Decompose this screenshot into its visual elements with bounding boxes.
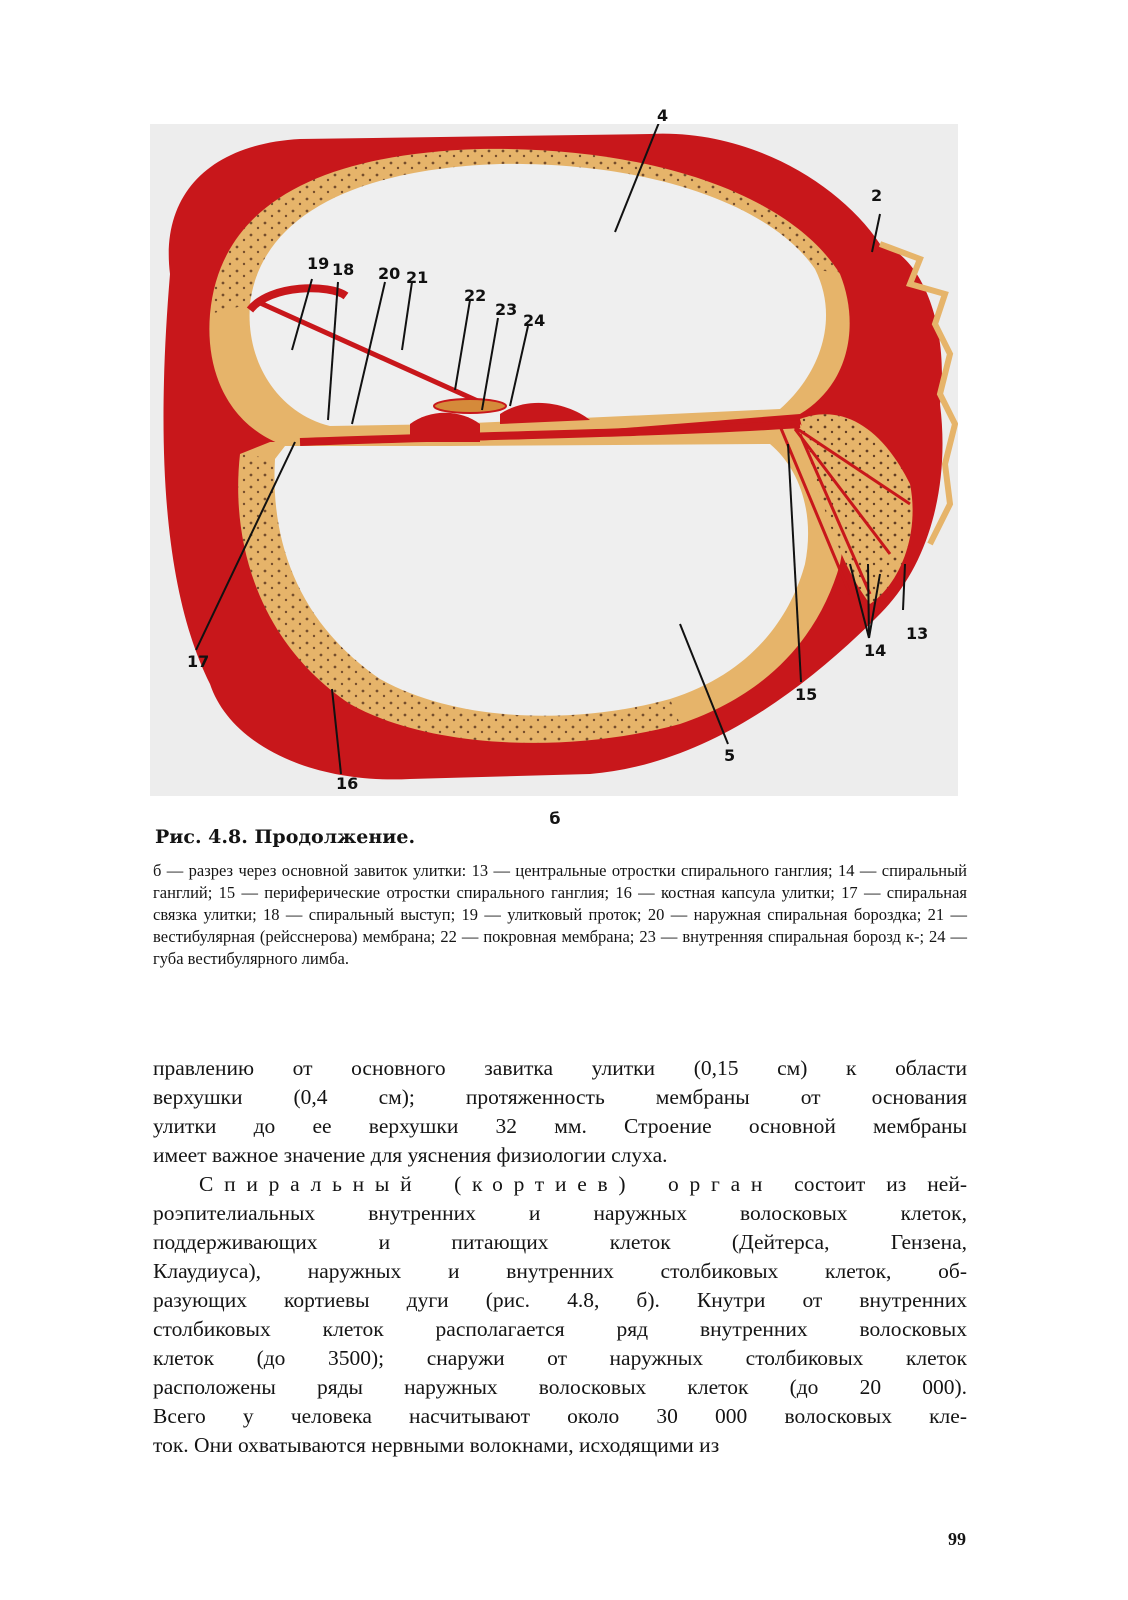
text-line: расположены ряды наружных волосковых клеток (до 20 000). <box>153 1375 967 1399</box>
text-line: клеток (до 3500); снаружи от наружных столбиковых клеток <box>153 1346 967 1370</box>
figure-label-16: 16 <box>336 774 359 793</box>
tectorial-membrane <box>434 399 506 413</box>
text-line: улитки до ее верхушки 32 мм. Строение основной мембраны <box>153 1114 967 1138</box>
text-line-spaced <box>153 1170 967 1199</box>
figure-label-18: 18 <box>332 260 355 279</box>
caption-text: б — разрез через основной завиток улитки: 13 — центральные отростки спирального ганглия; 14 — спиральный ганглий; 15 — периферические отростки спирального ганглия; 16 — костная капсула улитки; 17 — спиральная связка улитки; 18 — спиральный выступ; 19 — улитковый проток; 20 — наружная спиральная бороздка; 21 — вестибулярная (рейсснерова) мембрана; 22 — покровная мембрана; 23 — внутренняя спиральная борозд к-; 24 — губа вестибулярного лимба. <box>153 861 967 968</box>
cochlea-illustration <box>150 124 958 796</box>
figure-label-20: 20 <box>378 264 401 283</box>
figure-label-22: 22 <box>464 286 487 305</box>
figure-label-15: 15 <box>795 685 818 704</box>
figure-label-4: 4 <box>657 106 669 125</box>
text-line: поддерживающих и питающих клеток (Дейтерса, Гензена, <box>153 1230 967 1254</box>
figure-label-13: 13 <box>906 624 929 643</box>
text-line: Клаудиуса), наружных и внутренних столбиковых клеток, об- <box>153 1259 967 1283</box>
figure-label-21: 21 <box>406 268 429 287</box>
page-number: 99 <box>948 1529 966 1549</box>
text-line: правлению от основного завитка улитки (0,15 см) к области <box>153 1056 967 1080</box>
text-line: верхушки (0,4 см); протяженность мембраны от основания <box>153 1085 967 1109</box>
body-text <box>153 1054 967 1460</box>
figure-label-2: 2 <box>871 186 883 205</box>
spaced-term: Спиральный (кортиев) орган <box>199 1172 774 1196</box>
text-line: роэпителиальных внутренних и наружных волосковых клеток, <box>153 1201 967 1225</box>
figure-label-24: 24 <box>523 311 546 330</box>
text-line: столбиковых клеток располагается ряд внутренних волосковых <box>153 1317 967 1341</box>
text-line: разующих кортиевы дуги (рис. 4.8, б). Кнутри от внутренних <box>153 1288 967 1312</box>
caption-title: Рис. 4.8. Продолжение. <box>155 826 416 848</box>
text-line: Всего у человека насчитывают около 30 000 волосковых кле- <box>153 1404 967 1428</box>
cochlea-section-figure <box>150 106 958 796</box>
figure-label-23: 23 <box>495 300 518 319</box>
figure-label-17: 17 <box>187 652 210 671</box>
figure-label-5: 5 <box>724 746 736 765</box>
panel-letter: б <box>549 809 561 828</box>
figure-label-14: 14 <box>864 641 887 660</box>
first-line-rest: состоит из ней- <box>794 1172 968 1196</box>
text-line: имеет важное значение для уяснения физиологии слуха. <box>153 1143 668 1167</box>
figure-label-19: 19 <box>307 254 330 273</box>
text-line: ток. Они охватываются нервными волокнами, исходящими из <box>153 1433 720 1457</box>
